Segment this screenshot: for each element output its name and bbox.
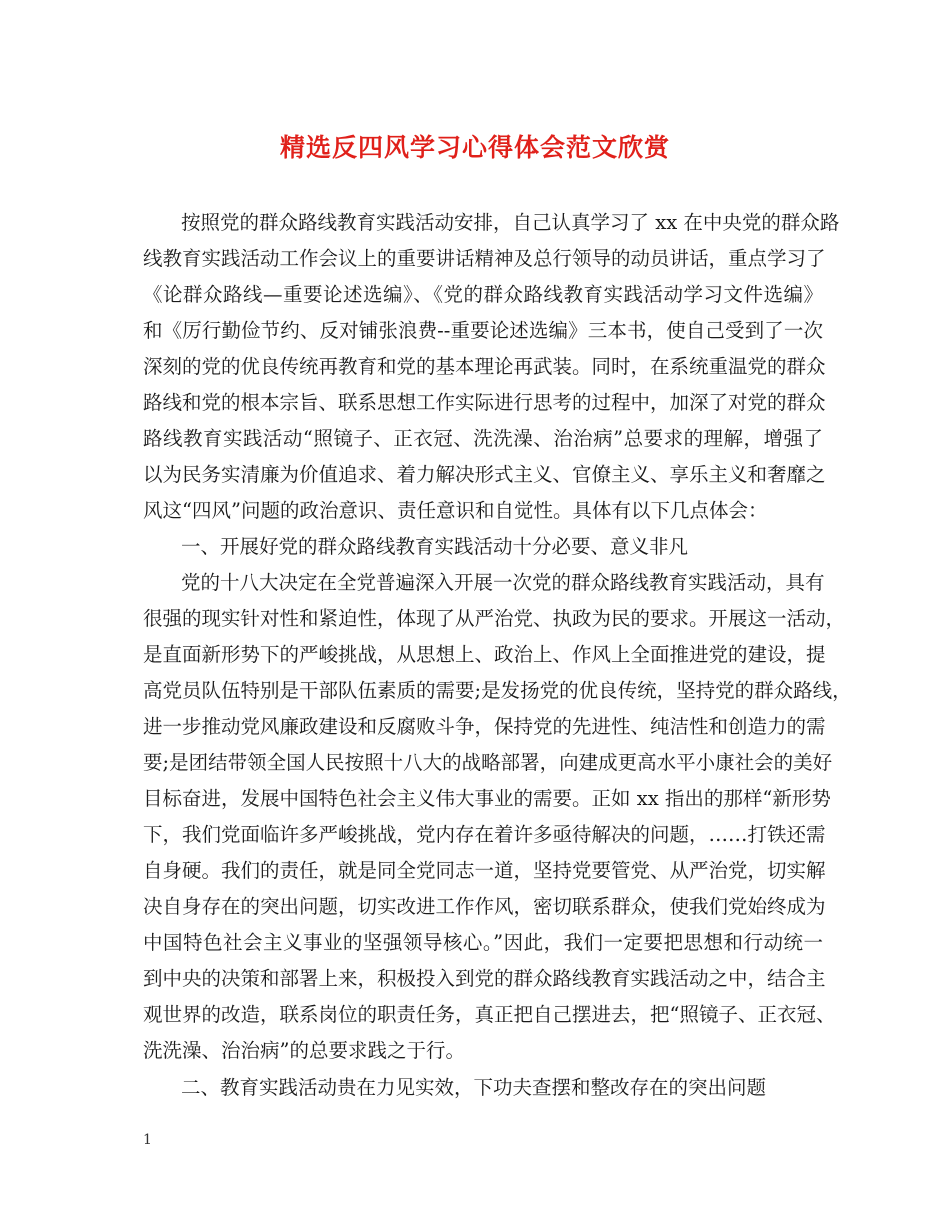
text-line: 观世界的改造，联系岗位的职责任务，真正把自己摆进去，把“照镜子、正衣冠、 <box>143 1003 836 1026</box>
document-title: 精选反四风学习心得体会范文欣赏 <box>279 133 670 162</box>
text-line: 按照党的群众路线教育实践活动安排，自己认真学习了 xx 在中央党的群众路 <box>181 211 840 234</box>
text-line: 以为民务实清廉为价值追求、着力解决形式主义、官僚主义、享乐主义和奢靡之 <box>143 463 826 486</box>
text-line: 路线教育实践活动“照镜子、正衣冠、洗洗澡、治治病”总要求的理解，增强了 <box>143 427 823 450</box>
text-line: 中国特色社会主义事业的坚强领导核心。”因此，我们一定要把思想和行动统一 <box>143 931 823 954</box>
text-line: 下，我们党面临许多严峻挑战，党内存在着许多亟待解决的问题，……打铁还需 <box>143 823 826 846</box>
text-line: 风这“四风”问题的政治意识、责任意识和自觉性。具体有以下几点体会： <box>143 499 768 522</box>
text-line: 《论群众路线—重要论述选编》、《党的群众路线教育实践活动学习文件选编》 <box>143 283 823 306</box>
text-line: 和《厉行勤俭节约、反对铺张浪费--重要论述选编》三本书，使自己受到了一次 <box>143 319 823 342</box>
text-line: 深刻的党的优良传统再教育和党的基本理论再武装。同时，在系统重温党的群众 <box>143 355 826 378</box>
text-line: 洗洗澡、治治病”的总要求践之于行。 <box>143 1039 465 1062</box>
text-line: 党的十八大决定在全党普遍深入开展一次党的群众路线教育实践活动，具有 <box>181 571 825 594</box>
page-number: 1 <box>143 1132 152 1148</box>
text-line: 自身硬。我们的责任，就是同全党同志一道，坚持党要管党、从严治党，切实解 <box>143 859 826 882</box>
section-heading: 二、教育实践活动贵在力见实效，下功夫查摆和整改存在的突出问题 <box>181 1076 767 1099</box>
text-line: 路线和党的根本宗旨、联系思想工作实际进行思考的过程中，加深了对党的群众 <box>143 391 826 414</box>
text-line: 决自身存在的突出问题，切实改进工作作风，密切联系群众，使我们党始终成为 <box>143 895 826 918</box>
text-line: 要;是团结带领全国人民按照十八大的战略部署，向建成更高水平小康社会的美好 <box>143 751 833 774</box>
text-line: 进一步推动党风廉政建设和反腐败斗争，保持党的先进性、纯洁性和创造力的需 <box>143 715 826 738</box>
section-heading: 一、开展好党的群众路线教育实践活动十分必要、意义非凡 <box>181 535 689 558</box>
text-line: 线教育实践活动工作会议上的重要讲话精神及总行领导的动员讲话，重点学习了 <box>143 247 826 270</box>
text-line: 很强的现实针对性和紧迫性，体现了从严治党、执政为民的要求。开展这一活动， <box>143 607 846 630</box>
text-line: 目标奋进，发展中国特色社会主义伟大事业的需要。正如 xx 指出的那样“新形势 <box>143 787 831 810</box>
text-line: 高党员队伍特别是干部队伍素质的需要;是发扬党的优良传统，坚持党的群众路线， <box>143 679 852 702</box>
text-line: 是直面新形势下的严峻挑战，从思想上、政治上、作风上全面推进党的建设，提 <box>143 643 826 666</box>
text-line: 到中央的决策和部署上来，积极投入到党的群众路线教育实践活动之中，结合主 <box>143 967 826 990</box>
